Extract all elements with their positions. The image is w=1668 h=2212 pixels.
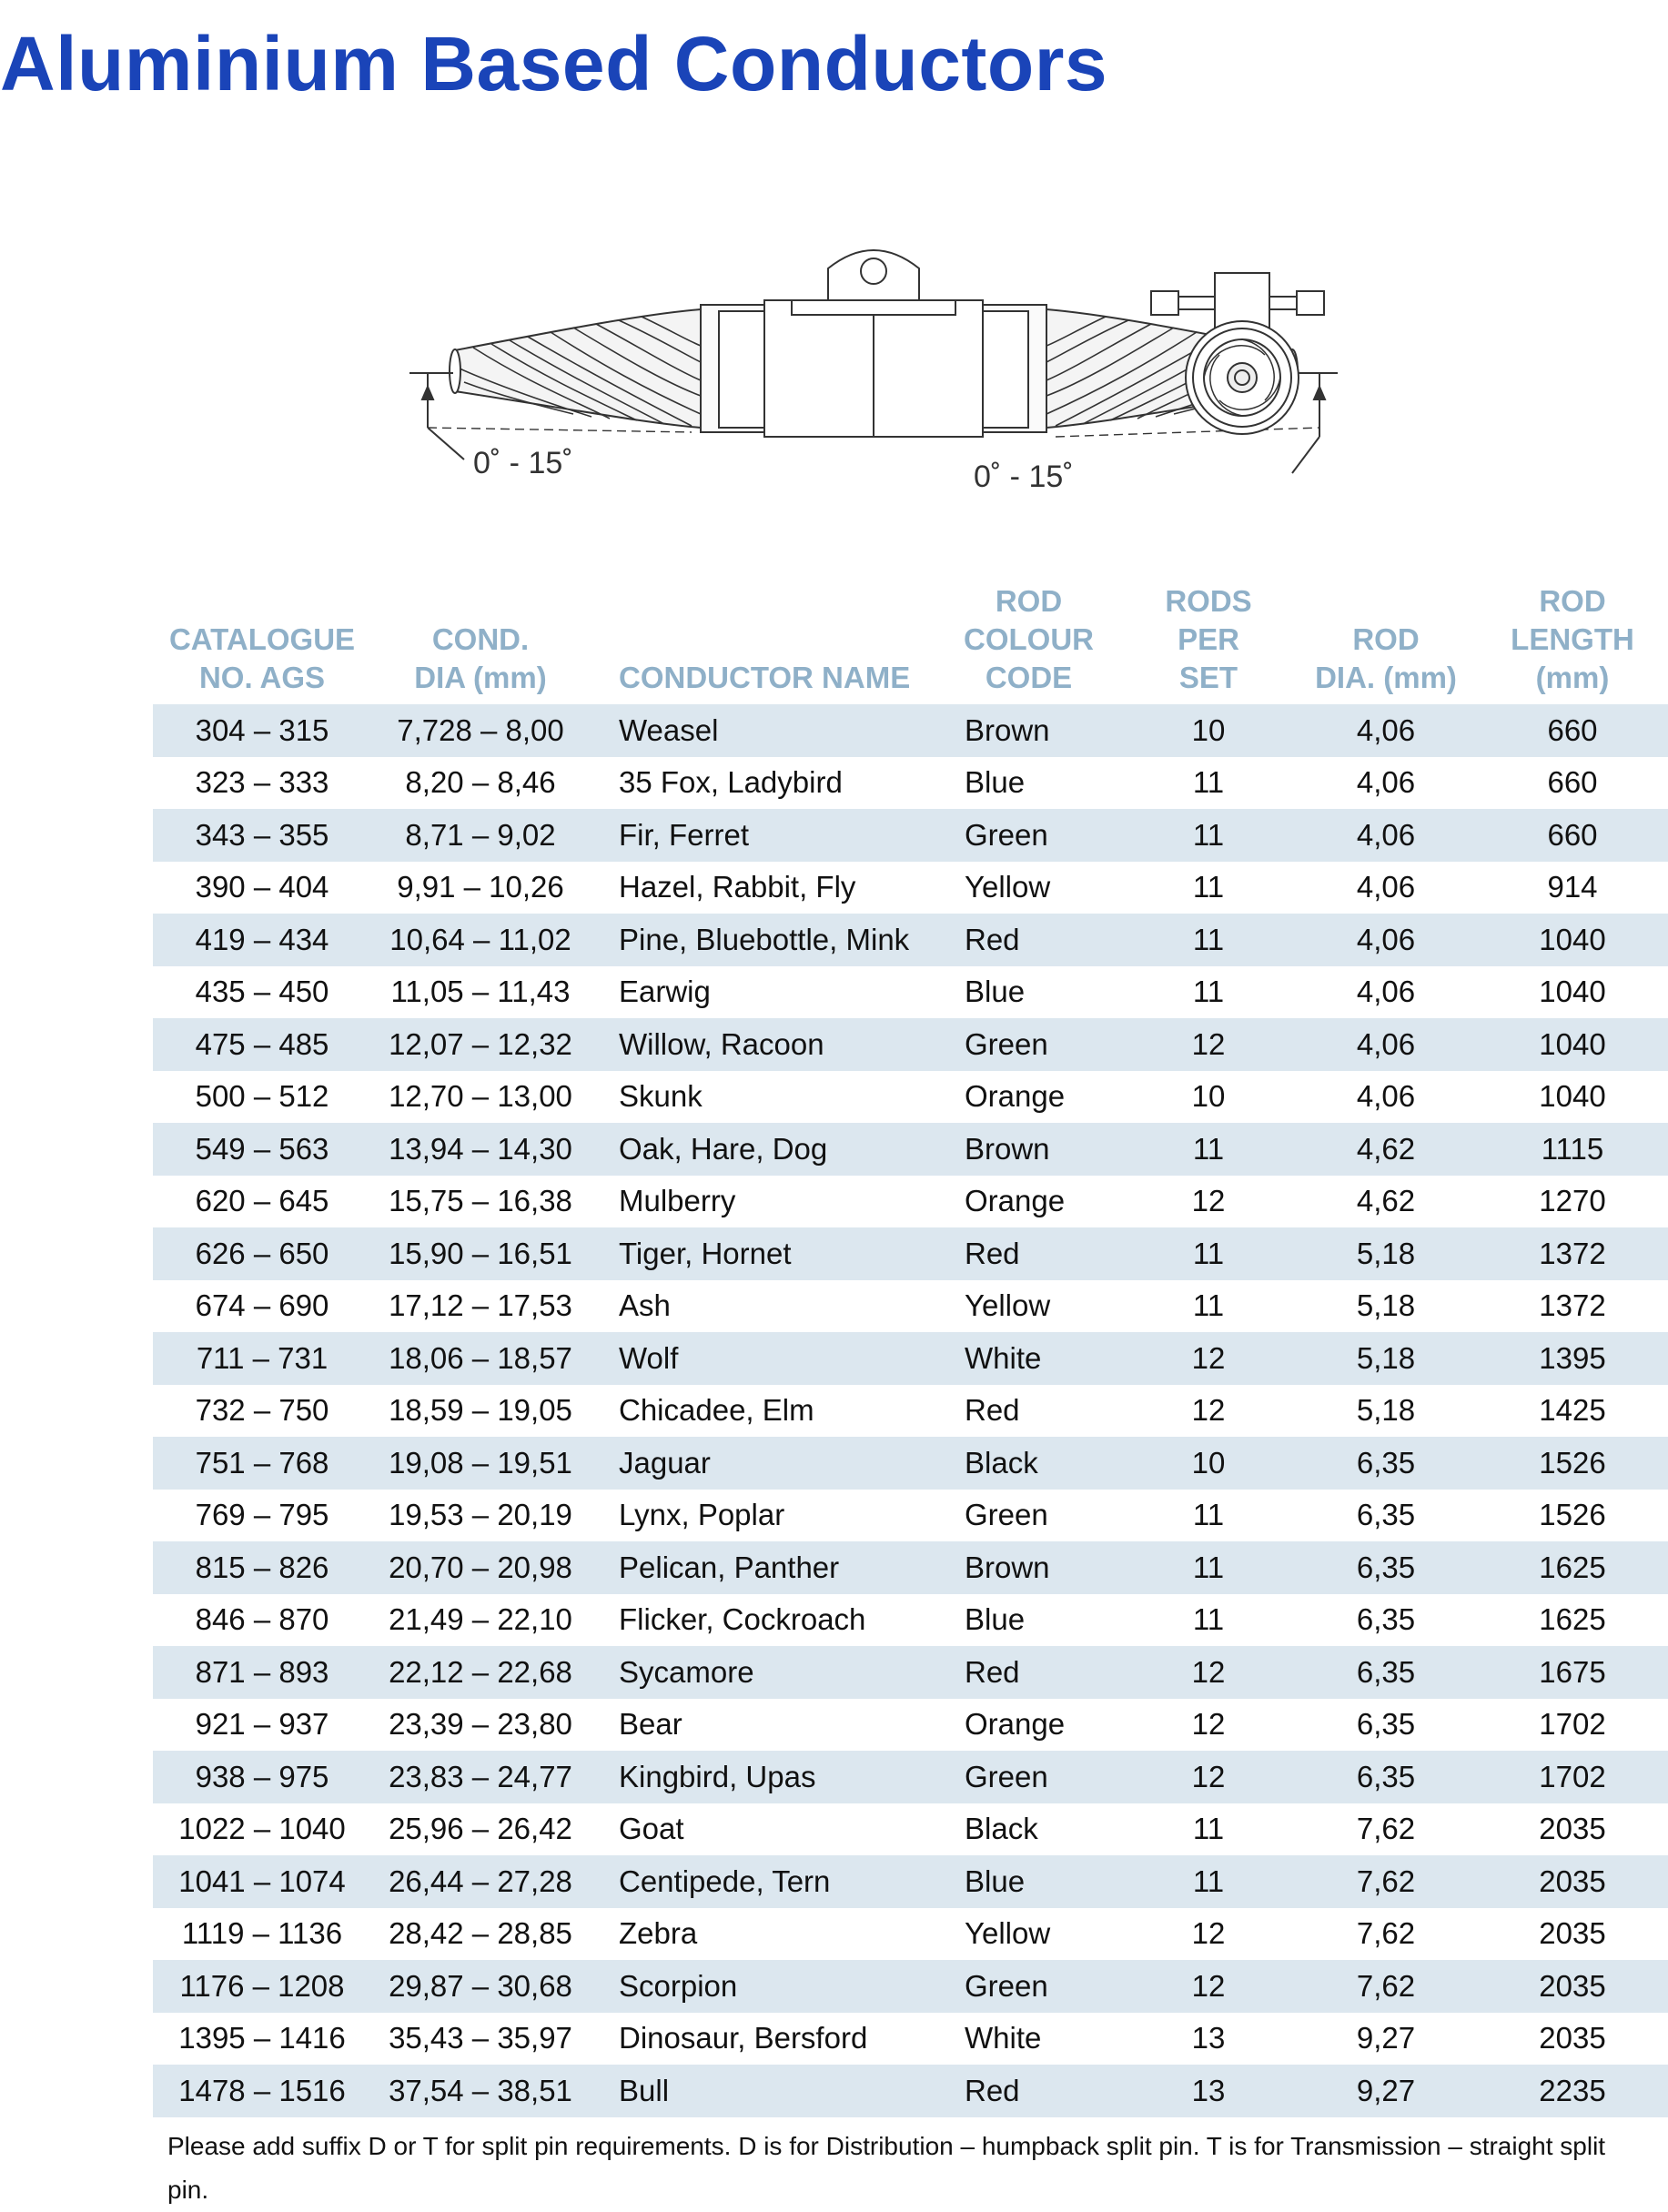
table-row	[153, 1960, 1668, 2013]
cell-catalogue: 1395 – 1416	[178, 2021, 346, 2055]
cell-rods-per-set: 11	[1122, 1855, 1295, 1908]
cell-rod-dia: 4,06	[1356, 975, 1416, 1009]
cell-rod-dia: 6,35	[1295, 1646, 1477, 1699]
cell-catalogue: 435 – 450	[195, 975, 329, 1009]
cell-rod-colour: Red	[935, 1646, 1122, 1699]
cell-rods-per-set: 12	[1122, 1332, 1295, 1385]
cell-conductor-name: Flicker, Cockroach	[619, 1602, 866, 1637]
cell-conductor-name: Ash	[619, 1288, 671, 1323]
cell-conductor-name: Pelican, Panther	[590, 1541, 935, 1594]
cell-conductor-name: Dinosaur, Bersford	[619, 2021, 868, 2055]
cell-rod-colour: White	[935, 1332, 1122, 1385]
header-cond-dia: COND. DIA (mm)	[414, 622, 547, 694]
table-row	[153, 1908, 1668, 1961]
cell-rod-dia: 5,18	[1295, 1332, 1477, 1385]
cell-conductor-name: Oak, Hare, Dog	[590, 1123, 935, 1176]
cell-rod-colour: Black	[935, 1437, 1122, 1490]
table-row	[153, 1541, 1668, 1594]
cell-catalogue: 390 – 404	[195, 870, 329, 904]
cell-conductor-name: Tiger, Hornet	[590, 1227, 935, 1280]
cell-rod-colour: Orange	[965, 1184, 1066, 1218]
table-row	[153, 1699, 1668, 1752]
cell-conductor-name: Centipede, Tern	[590, 1855, 935, 1908]
cell-conductor-name: Willow, Racoon	[590, 1018, 935, 1071]
cell-rods-per-set: 11	[1122, 809, 1295, 862]
cell-rods-per-set: 11	[1122, 914, 1295, 966]
cell-cond-dia: 35,43 – 35,97	[389, 2021, 572, 2055]
cell-conductor-name: Bull	[590, 2065, 935, 2117]
cell-cond-dia: 13,94 – 14,30	[371, 1123, 590, 1176]
cell-rod-dia: 7,62	[1295, 1960, 1477, 2013]
conductor-table-wrap	[153, 582, 1668, 2117]
cell-rod-length: 1395	[1477, 1332, 1668, 1385]
cell-rod-length: 1675	[1477, 1646, 1668, 1699]
cell-rods-per-set: 12	[1191, 1184, 1226, 1218]
cell-rod-length: 1372	[1477, 1227, 1668, 1280]
cell-rods-per-set: 12	[1122, 1018, 1295, 1071]
cell-rods-per-set: 11	[1192, 1602, 1225, 1637]
cell-rod-dia: 4,62	[1295, 1123, 1477, 1176]
cell-rod-dia: 4,06	[1295, 1018, 1477, 1071]
header-rod-length: ROD LENGTH (mm)	[1511, 584, 1634, 694]
cell-cond-dia: 20,70 – 20,98	[371, 1541, 590, 1594]
cell-rod-length: 1425	[1539, 1393, 1606, 1428]
table-row	[153, 966, 1668, 1019]
cell-rod-colour: Blue	[965, 1602, 1026, 1637]
cell-cond-dia: 19,08 – 19,51	[371, 1437, 590, 1490]
cell-cond-dia: 37,54 – 38,51	[371, 2065, 590, 2117]
cell-rod-dia: 4,06	[1295, 914, 1477, 966]
cell-catalogue: 323 – 333	[195, 765, 329, 800]
table-row	[153, 1280, 1668, 1333]
cell-rod-length: 1040	[1477, 914, 1668, 966]
cell-catalogue: 1022 – 1040	[178, 1812, 346, 1846]
table-header-row	[153, 582, 1668, 704]
cell-conductor-name: Chicadee, Elm	[619, 1393, 814, 1428]
cell-catalogue: 938 – 975	[153, 1751, 371, 1803]
cell-rods-per-set: 12	[1191, 1707, 1226, 1742]
cell-rods-per-set: 11	[1122, 1541, 1295, 1594]
cell-rods-per-set: 11	[1192, 870, 1225, 904]
cell-rod-length: 1270	[1539, 1184, 1606, 1218]
cell-catalogue: 711 – 731	[153, 1332, 371, 1385]
table-row	[153, 1803, 1668, 1856]
cell-cond-dia: 10,64 – 11,02	[371, 914, 590, 966]
table-row	[153, 1646, 1668, 1699]
cell-rod-colour: Brown	[935, 704, 1122, 757]
cell-catalogue: 1119 – 1136	[181, 1916, 343, 1951]
cell-cond-dia: 12,70 – 13,00	[389, 1079, 572, 1114]
cell-conductor-name: Zebra	[619, 1916, 698, 1951]
cell-rod-dia: 4,06	[1356, 870, 1416, 904]
table-body	[153, 704, 1668, 2117]
cell-rod-length: 1702	[1539, 1707, 1606, 1742]
cell-catalogue: 846 – 870	[195, 1602, 329, 1637]
table-row	[153, 1385, 1668, 1438]
cell-rod-dia: 4,06	[1295, 704, 1477, 757]
cell-conductor-name: Kingbird, Upas	[590, 1751, 935, 1803]
table-row	[153, 757, 1668, 810]
cell-rod-colour: Green	[965, 1498, 1048, 1532]
cell-rod-dia: 4,06	[1295, 809, 1477, 862]
cell-conductor-name: Scorpion	[590, 1960, 935, 2013]
cell-catalogue: 751 – 768	[153, 1437, 371, 1490]
cell-catalogue: 769 – 795	[195, 1498, 329, 1532]
cell-cond-dia: 28,42 – 28,85	[389, 1916, 572, 1951]
cell-rod-colour: Red	[935, 914, 1122, 966]
cell-catalogue: 674 – 690	[195, 1288, 329, 1323]
header-rod-colour-code: ROD COLOUR CODE	[964, 584, 1094, 694]
cell-rod-colour: Yellow	[965, 870, 1051, 904]
cell-rod-colour: Black	[965, 1812, 1038, 1846]
header-conductor-name: CONDUCTOR NAME	[619, 661, 911, 694]
cell-rods-per-set: 13	[1122, 2065, 1295, 2117]
conductor-table	[153, 582, 1668, 2117]
cell-catalogue: 304 – 315	[153, 704, 371, 757]
cell-cond-dia: 29,87 – 30,68	[371, 1960, 590, 2013]
cell-rod-dia: 9,27	[1295, 2065, 1477, 2117]
cell-rod-length: 2235	[1477, 2065, 1668, 2117]
cell-rod-dia: 5,18	[1295, 1227, 1477, 1280]
cell-rod-length: 1040	[1539, 975, 1606, 1009]
cell-cond-dia: 26,44 – 27,28	[371, 1855, 590, 1908]
cell-rod-colour: Yellow	[965, 1916, 1051, 1951]
cell-rods-per-set: 12	[1122, 1960, 1295, 2013]
table-row	[153, 809, 1668, 862]
cell-catalogue: 500 – 512	[195, 1079, 329, 1114]
table-row	[153, 704, 1668, 757]
cell-catalogue: 1176 – 1208	[153, 1960, 371, 2013]
cell-conductor-name: Skunk	[619, 1079, 703, 1114]
header-catalogue: CATALOGUE NO. AGS	[168, 622, 356, 694]
cell-rods-per-set: 11	[1192, 765, 1225, 800]
page-title: Aluminium Based Conductors	[0, 21, 1108, 106]
cell-cond-dia: 15,90 – 16,51	[371, 1227, 590, 1280]
cell-rod-length: 1115	[1477, 1123, 1668, 1176]
cell-rod-colour: Brown	[935, 1123, 1122, 1176]
cell-rod-length: 1526	[1477, 1437, 1668, 1490]
cell-rod-dia: 4,62	[1356, 1184, 1416, 1218]
cell-conductor-name: Bear	[619, 1707, 682, 1742]
cell-rods-per-set: 12	[1191, 1393, 1226, 1428]
table-row	[153, 1751, 1668, 1803]
cell-rod-length: 2035	[1539, 1916, 1606, 1951]
cell-catalogue: 1478 – 1516	[153, 2065, 371, 2117]
cell-catalogue: 871 – 893	[153, 1646, 371, 1699]
table-row	[153, 2065, 1668, 2117]
header-rod-dia: ROD DIA. (mm)	[1315, 622, 1457, 694]
cell-rod-colour: Blue	[965, 765, 1026, 800]
cell-cond-dia: 22,12 – 22,68	[371, 1646, 590, 1699]
table-row	[153, 1123, 1668, 1176]
cell-catalogue: 1041 – 1074	[153, 1855, 371, 1908]
cell-rod-colour: Green	[935, 1751, 1122, 1803]
cell-cond-dia: 21,49 – 22,10	[389, 1602, 572, 1637]
table-row	[153, 1071, 1668, 1124]
cell-rod-length: 2035	[1539, 1812, 1606, 1846]
cell-cond-dia: 8,20 – 8,46	[405, 765, 556, 800]
cell-rod-dia: 6,35	[1356, 1602, 1416, 1637]
angle-label-right: 0˚ - 15˚	[974, 460, 1074, 494]
cell-rod-dia: 5,18	[1356, 1288, 1416, 1323]
cell-catalogue: 549 – 563	[153, 1123, 371, 1176]
table-row	[153, 1437, 1668, 1490]
cell-cond-dia: 19,53 – 20,19	[389, 1498, 572, 1532]
cell-rod-length: 2035	[1477, 1855, 1668, 1908]
cell-catalogue: 343 – 355	[153, 809, 371, 862]
cell-rod-colour: Green	[935, 1018, 1122, 1071]
cell-rods-per-set: 11	[1192, 1812, 1225, 1846]
cell-rods-per-set: 12	[1191, 1916, 1226, 1951]
cell-catalogue: 626 – 650	[153, 1227, 371, 1280]
table-row	[153, 1018, 1668, 1071]
cell-rod-length: 1372	[1539, 1288, 1606, 1323]
cell-rods-per-set: 12	[1122, 1646, 1295, 1699]
cell-rod-length: 660	[1477, 809, 1668, 862]
cell-rod-colour: Orange	[965, 1079, 1066, 1114]
cell-conductor-name: Mulberry	[619, 1184, 736, 1218]
cell-catalogue: 815 – 826	[153, 1541, 371, 1594]
table-row	[153, 914, 1668, 966]
cell-rod-dia: 6,35	[1295, 1541, 1477, 1594]
cell-rod-length: 1526	[1539, 1498, 1606, 1532]
cell-rod-colour: Green	[935, 809, 1122, 862]
cell-rods-per-set: 10	[1122, 704, 1295, 757]
cell-rod-length: 1702	[1477, 1751, 1668, 1803]
cell-cond-dia: 23,83 – 24,77	[371, 1751, 590, 1803]
cell-rod-dia: 6,35	[1356, 1707, 1416, 1742]
cell-catalogue: 620 – 645	[195, 1184, 329, 1218]
cell-conductor-name: Weasel	[590, 704, 935, 757]
cell-catalogue: 475 – 485	[153, 1018, 371, 1071]
cell-rods-per-set: 10	[1122, 1437, 1295, 1490]
cell-rods-per-set: 12	[1122, 1751, 1295, 1803]
cell-rod-dia: 4,06	[1356, 1079, 1416, 1114]
cell-rod-colour: Red	[935, 1227, 1122, 1280]
cell-rod-length: 1625	[1477, 1541, 1668, 1594]
cell-cond-dia: 15,75 – 16,38	[389, 1184, 572, 1218]
cell-catalogue: 732 – 750	[195, 1393, 329, 1428]
table-row	[153, 1490, 1668, 1542]
cell-cond-dia: 23,39 – 23,80	[389, 1707, 572, 1742]
cell-rod-colour: Red	[935, 2065, 1122, 2117]
cell-catalogue: 921 – 937	[195, 1707, 329, 1742]
table-row	[153, 1855, 1668, 1908]
cell-rod-dia: 6,35	[1295, 1751, 1477, 1803]
cell-cond-dia: 12,07 – 12,32	[371, 1018, 590, 1071]
cell-rod-dia: 9,27	[1356, 2021, 1416, 2055]
cell-cond-dia: 11,05 – 11,43	[390, 975, 571, 1009]
cell-rod-dia: 7,62	[1356, 1812, 1416, 1846]
cell-rod-dia: 5,18	[1356, 1393, 1416, 1428]
cell-rod-colour: Blue	[935, 1855, 1122, 1908]
cell-cond-dia: 7,728 – 8,00	[371, 704, 590, 757]
cell-conductor-name: Jaguar	[590, 1437, 935, 1490]
cell-rods-per-set: 11	[1192, 1288, 1225, 1323]
table-row	[153, 862, 1668, 914]
cell-conductor-name: Earwig	[619, 975, 711, 1009]
angle-label-left: 0˚ - 15˚	[473, 446, 573, 480]
table-row	[153, 1227, 1668, 1280]
cell-catalogue: 419 – 434	[153, 914, 371, 966]
cell-conductor-name: 35 Fox, Ladybird	[619, 765, 843, 800]
cell-conductor-name: Lynx, Poplar	[619, 1498, 785, 1532]
cell-rod-dia: 4,06	[1356, 765, 1416, 800]
cell-cond-dia: 18,59 – 19,05	[389, 1393, 572, 1428]
clamp-end-view-drawing	[1137, 264, 1338, 446]
cell-rod-length: 660	[1547, 765, 1598, 800]
table-row	[153, 1332, 1668, 1385]
cell-conductor-name: Wolf	[590, 1332, 935, 1385]
header-rods-per-set: RODS PER SET	[1165, 584, 1252, 694]
cell-rod-colour: Orange	[965, 1707, 1066, 1742]
cell-rod-dia: 6,35	[1295, 1437, 1477, 1490]
footnote: Please add suffix D or T for split pin requirements. D is for Distribution – humpback split pin. T is for Transmission – straight split pin.	[167, 2132, 1606, 2204]
cell-rod-colour: White	[965, 2021, 1042, 2055]
cell-conductor-name: Sycamore	[590, 1646, 935, 1699]
cell-conductor-name: Goat	[619, 1812, 684, 1846]
cell-rod-colour: Brown	[935, 1541, 1122, 1594]
cell-rods-per-set: 11	[1192, 1498, 1225, 1532]
cell-rod-colour: Red	[965, 1393, 1020, 1428]
cell-cond-dia: 9,91 – 10,26	[397, 870, 564, 904]
cell-rod-length: 660	[1477, 704, 1668, 757]
cell-rod-length: 1625	[1539, 1602, 1606, 1637]
cell-rod-colour: Yellow	[965, 1288, 1051, 1323]
cell-cond-dia: 17,12 – 17,53	[389, 1288, 572, 1323]
cell-conductor-name: Pine, Bluebottle, Mink	[590, 914, 935, 966]
cell-rod-length: 914	[1547, 870, 1598, 904]
cell-rods-per-set: 11	[1122, 1227, 1295, 1280]
cell-cond-dia: 18,06 – 18,57	[371, 1332, 590, 1385]
cell-rods-per-set: 11	[1192, 975, 1225, 1009]
table-row	[153, 1594, 1668, 1647]
cell-conductor-name: Hazel, Rabbit, Fly	[619, 870, 856, 904]
cell-rods-per-set: 10	[1191, 1079, 1226, 1114]
table-row	[153, 2013, 1668, 2066]
table-row	[153, 1176, 1668, 1228]
cell-cond-dia: 8,71 – 9,02	[371, 809, 590, 862]
cell-rod-dia: 7,62	[1295, 1855, 1477, 1908]
cell-rod-colour: Blue	[965, 975, 1026, 1009]
cell-rods-per-set: 11	[1122, 1123, 1295, 1176]
cell-rod-length: 2035	[1477, 1960, 1668, 2013]
cell-rod-dia: 7,62	[1356, 1916, 1416, 1951]
cell-conductor-name: Fir, Ferret	[590, 809, 935, 862]
cell-rod-length: 2035	[1539, 2021, 1606, 2055]
cell-rod-colour: Green	[935, 1960, 1122, 2013]
cell-rods-per-set: 13	[1191, 2021, 1226, 2055]
cell-cond-dia: 25,96 – 26,42	[389, 1812, 572, 1846]
cell-rod-length: 1040	[1477, 1018, 1668, 1071]
cell-rod-length: 1040	[1539, 1079, 1606, 1114]
cell-rod-dia: 6,35	[1356, 1498, 1416, 1532]
